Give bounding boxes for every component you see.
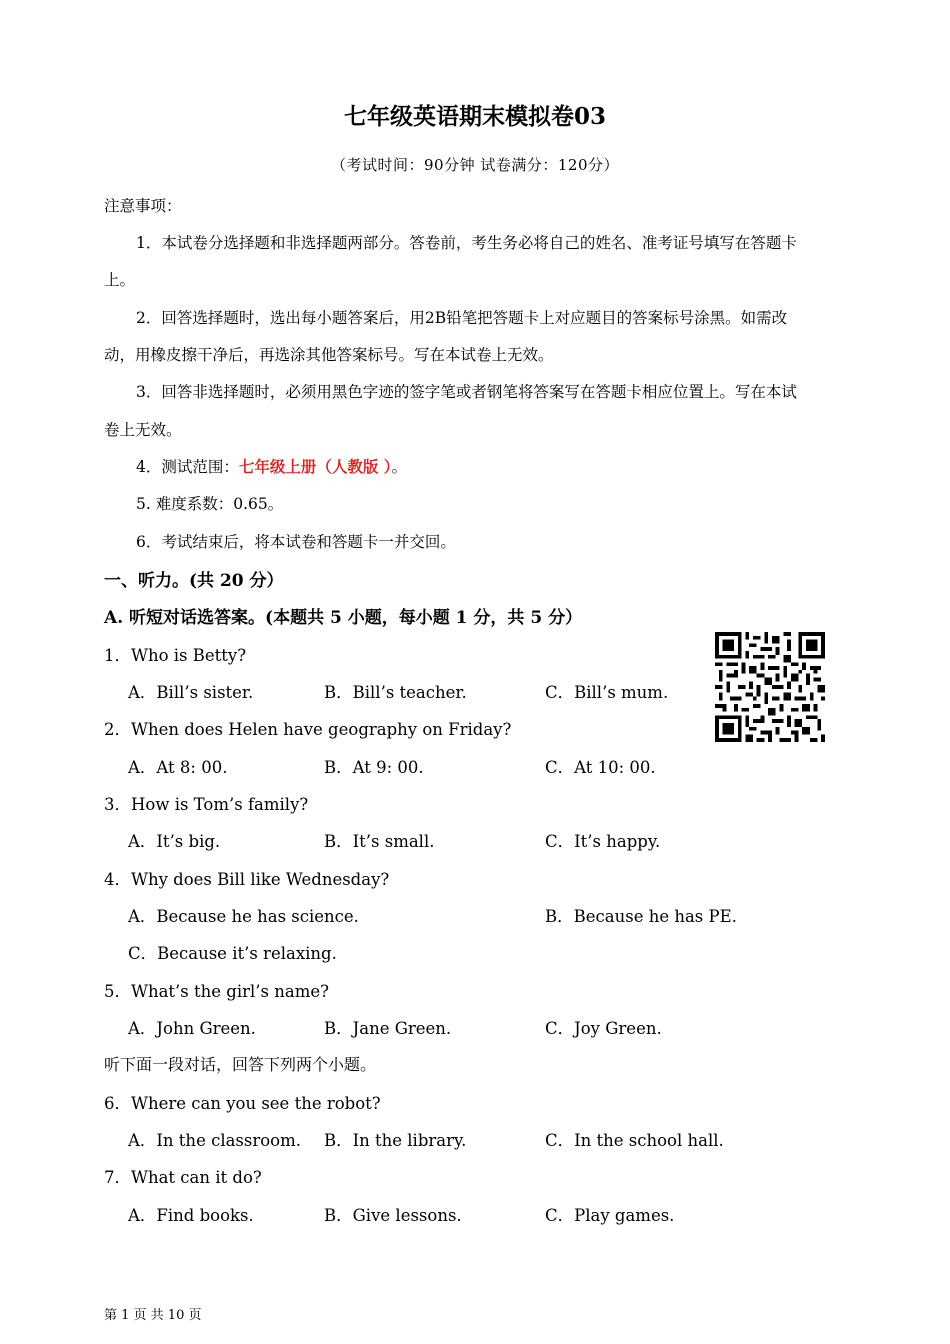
question-2: 2．When does Helen have geography on Friday?: [104, 720, 512, 739]
q2-option-c: C．At 10: 00.: [545, 758, 656, 777]
q2-option-b: B．At 9: 00.: [324, 758, 424, 777]
notice-item-4-suffix: 。: [391, 458, 408, 476]
question-1: 1．Who is Betty?: [104, 646, 247, 665]
question-5: 5．What’s the girl’s name?: [104, 982, 329, 1001]
dialogue-note: 听下面一段对话，回答下列两个小题。: [104, 1055, 377, 1074]
q2-option-a: A．At 8: 00.: [128, 758, 228, 777]
q4-option-b: B．Because he has PE.: [545, 907, 737, 926]
q3-option-b: B．It’s small.: [324, 832, 435, 851]
page-footer: 第 1 页 共 10 页: [104, 1308, 202, 1323]
q5-option-a: A．John Green.: [128, 1019, 256, 1038]
notice-item-3-line-2: 卷上无效。: [104, 421, 182, 439]
notice-item-6: 6．考试结束后，将本试卷和答题卡一并交回。: [136, 533, 456, 551]
section-1-heading: 一、听力。(共 20 分）: [104, 571, 284, 591]
notice-item-4-prefix: 4．测试范围：: [136, 458, 239, 476]
q1-option-c: C．Bill’s mum.: [545, 683, 669, 702]
qr-code-image: [714, 632, 826, 742]
notice-item-2-line-1: 2．回答选择题时，选出每小题答案后，用2B铅笔把答题卡上对应题目的答案标号涂黑。如需改: [136, 309, 788, 327]
notice-item-1-line-1: 1．本试卷分选择题和非选择题两部分。答卷前，考生务必将自己的姓名、准考证号填写在答题卡: [136, 234, 797, 252]
question-4: 4．Why does Bill like Wednesday?: [104, 870, 390, 889]
q1-option-b: B．Bill’s teacher.: [324, 683, 467, 702]
q7-option-b: B．Give lessons.: [324, 1206, 462, 1225]
notice-item-5: 5. 难度系数：0.65。: [136, 495, 284, 513]
notice-item-2-line-2: 动，用橡皮擦干净后，再选涂其他答案标号。写在本试卷上无效。: [104, 346, 554, 364]
q5-option-c: C．Joy Green.: [545, 1019, 662, 1038]
q6-option-c: C．In the school hall.: [545, 1131, 724, 1150]
q1-option-a: A．Bill’s sister.: [128, 683, 254, 702]
part-a-heading: A. 听短对话选答案。(本题共 5 小题，每小题 1 分，共 5 分）: [104, 608, 583, 628]
question-7: 7．What can it do?: [104, 1168, 262, 1187]
exam-info: （考试时间：90分钟 试卷满分：120分）: [331, 156, 619, 174]
q5-option-b: B．Jane Green.: [324, 1019, 452, 1038]
q6-option-a: A．In the classroom.: [128, 1131, 302, 1150]
test-range: 七年级上册（人教版 ）: [238, 457, 392, 476]
q7-option-a: A．Find books.: [128, 1206, 254, 1225]
notice-item-1-line-2: 上。: [104, 271, 136, 289]
q3-option-c: C．It’s happy.: [545, 832, 661, 851]
q3-option-a: A．It’s big.: [128, 832, 221, 851]
question-3: 3．How is Tom’s family?: [104, 795, 309, 814]
q6-option-b: B．In the library.: [324, 1131, 467, 1150]
q4-option-c: C．Because it’s relaxing.: [128, 944, 337, 963]
notice-item-3-line-1: 3．回答非选择题时，必须用黑色字迹的签字笔或者钢笔将答案写在答题卡相应位置上。写在本试: [136, 383, 797, 401]
question-6: 6．Where can you see the robot?: [104, 1094, 381, 1113]
notice-heading: 注意事项：: [104, 197, 182, 215]
notice-item-4: [136, 455, 407, 477]
page-title: 七年级英语期末模拟卷03: [343, 103, 606, 130]
q7-option-c: C．Play games.: [545, 1206, 675, 1225]
q4-option-a: A．Because he has science.: [128, 907, 359, 926]
